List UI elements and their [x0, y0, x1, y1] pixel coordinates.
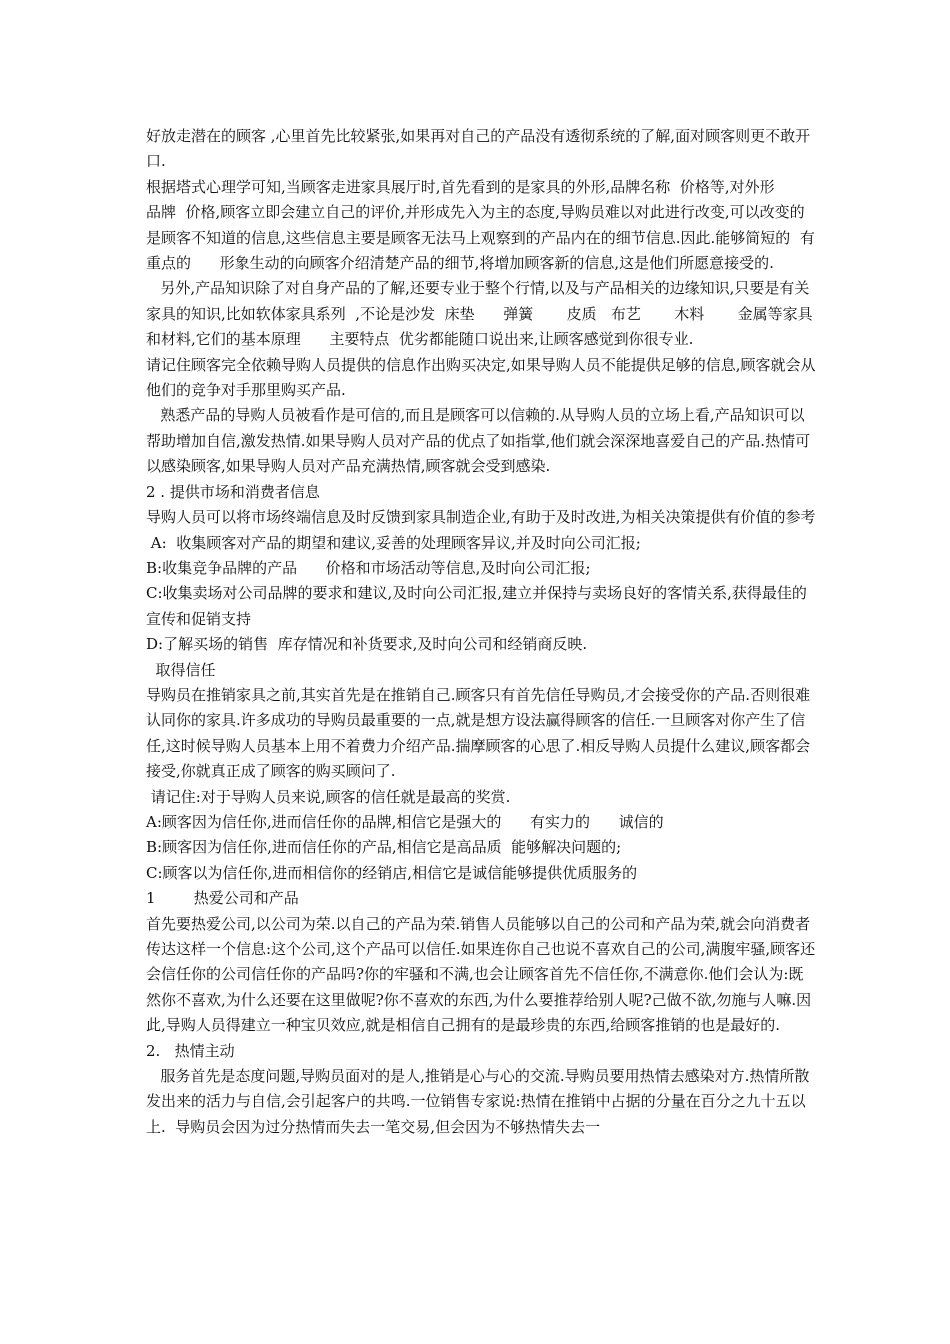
paragraph: 服务首先是态度问题,导购员面对的是人,推销是心与心的交流.导购员要用热情去感染对方.热情所散发出来的活力与自信,会引起客户的共鸣.一位销售专家说:热情在推销中占据的分量在百分之九十五以上. 导购员会因为过分热情而失去一笔交易,但会因为不够热情失去一	[146, 1067, 810, 1136]
paragraph: 请记住顾客完全依赖导购人员提供的信息作出购买决定,如果导购人员不能提供足够的信息,顾客就会从他们的竞争对手那里购买产品.	[146, 355, 816, 400]
paragraph: 请记住:对于导购人员来说,顾客的信任就是最高的奖赏.	[146, 787, 511, 806]
paragraph: 好放走潜在的顾客 ,心里首先比较紧张,如果再对自己的产品没有透彻系统的了解,面对顾客则更不敢开口.	[146, 127, 811, 171]
list-item: C:顾客以为信任你,进而相信你的经销店,相信它是诚信能够提供优质服务的	[146, 863, 638, 882]
section-heading: 取得信任	[146, 660, 216, 679]
section-heading: 1 热爱公司和产品	[146, 889, 299, 908]
list-item: B:顾客因为信任你,进而信任你的产品,相信它是高品质 能够解决问题的;	[146, 838, 622, 857]
list-item: A:顾客因为信任你,进而信任你的品牌,相信它是强大的 有实力的 诚信的	[146, 812, 664, 831]
list-item: D:了解买场的销售 库存情况和补货要求,及时向公司和经销商反映.	[146, 635, 588, 654]
paragraph: 导购人员可以将市场终端信息及时反馈到家具制造企业,有助于及时改进,为相关决策提供有价值的参考	[146, 508, 816, 527]
paragraph: 首先要热爱公司,以公司为荣.以自己的产品为荣.销售人员能够以自己的公司和产品为荣,就会向消费者传达这样一个信息:这个公司,这个产品可以信任.如果连你自己也说不喜欢自己的公司,满腹牢骚,顾客还会信任你的公司信任你的产品吗?你的牢骚和不满,也会让顾客首先不信任你,不满意你.他们会认为:既然你不喜欢,为什么还要在这里做呢?你不喜欢的东西,为什么要推荐给别人呢?己做不欲,勿施与人嘛.因此,导购人员得建立一种宝贝效应,就是相信自己拥有的是最珍贵的东西,给顾客推销的也是最好的.	[146, 914, 816, 1035]
paragraph: 熟悉产品的导购人员被看作是可信的,而且是顾客可以信赖的.从导购人员的立场上看,产品知识可以帮助增加自信,激发热情.如果导购人员对产品的优点了如指掌,他们就会深深地喜爱自己的产品.热情可以感染顾客,如果导购人员对产品充满热情,顾客就会受到感染.	[146, 406, 811, 476]
paragraph: 根据塔式心理学可知,当顾客走进家具展厅时,首先看到的是家具的外形,品牌名称 价格等,对外形 品牌 价格,顾客立即会建立自己的评价,并形成先入为主的态度,导购员难以对此进行改变,可以改变的是顾客不知道的信息,这些信息主要是顾客无法马上观察到的产品内在的细节信息.因此.能够简短的 有重点的 形象生动的向顾客介绍清楚产品的细节,将增加顾客新的信息,这是他们所愿意接受的.	[146, 177, 815, 273]
list-item: C:收集卖场对公司品牌的要求和建议,及时向公司汇报,建立并保持与卖场良好的客情关系,获得最佳的宣传和促销支持	[146, 584, 807, 628]
document-body	[146, 124, 818, 1140]
paragraph: 另外,产品知识除了对自身产品的了解,还要专业于整个行情,以及与产品相关的边缘知识,只要是有关家具的知识,比如软体家具系列 ,不论是沙发 床垫 弹簧 皮质 布艺 木料 金属等家具和材料,它们的基本原理 主要特点 优劣都能随口说出来,让顾客感觉到你很专业.	[146, 279, 813, 349]
list-item: B:收集竞争品牌的产品 价格和市场活动等信息,及时向公司汇报;	[146, 558, 591, 577]
section-heading: 2 . 提供市场和消费者信息	[146, 482, 320, 501]
section-heading: 2. 热情主动	[146, 1041, 235, 1060]
list-item: A: 收集顾客对产品的期望和建议,妥善的处理顾客异议,并及时向公司汇报;	[146, 533, 641, 552]
paragraph: 导购员在推销家具之前,其实首先是在推销自己.顾客只有首先信任导购员,才会接受你的产品.否则很难认同你的家具.许多成功的导购员最重要的一点,就是想方设法赢得顾客的信任.一旦顾客对你产生了信任,这时候导购人员基本上用不着费力介绍产品.揣摩顾客的心思了.相反导购人员提什么建议,顾客都会接受,你就真正成了顾客的购买顾问了.	[146, 685, 811, 781]
